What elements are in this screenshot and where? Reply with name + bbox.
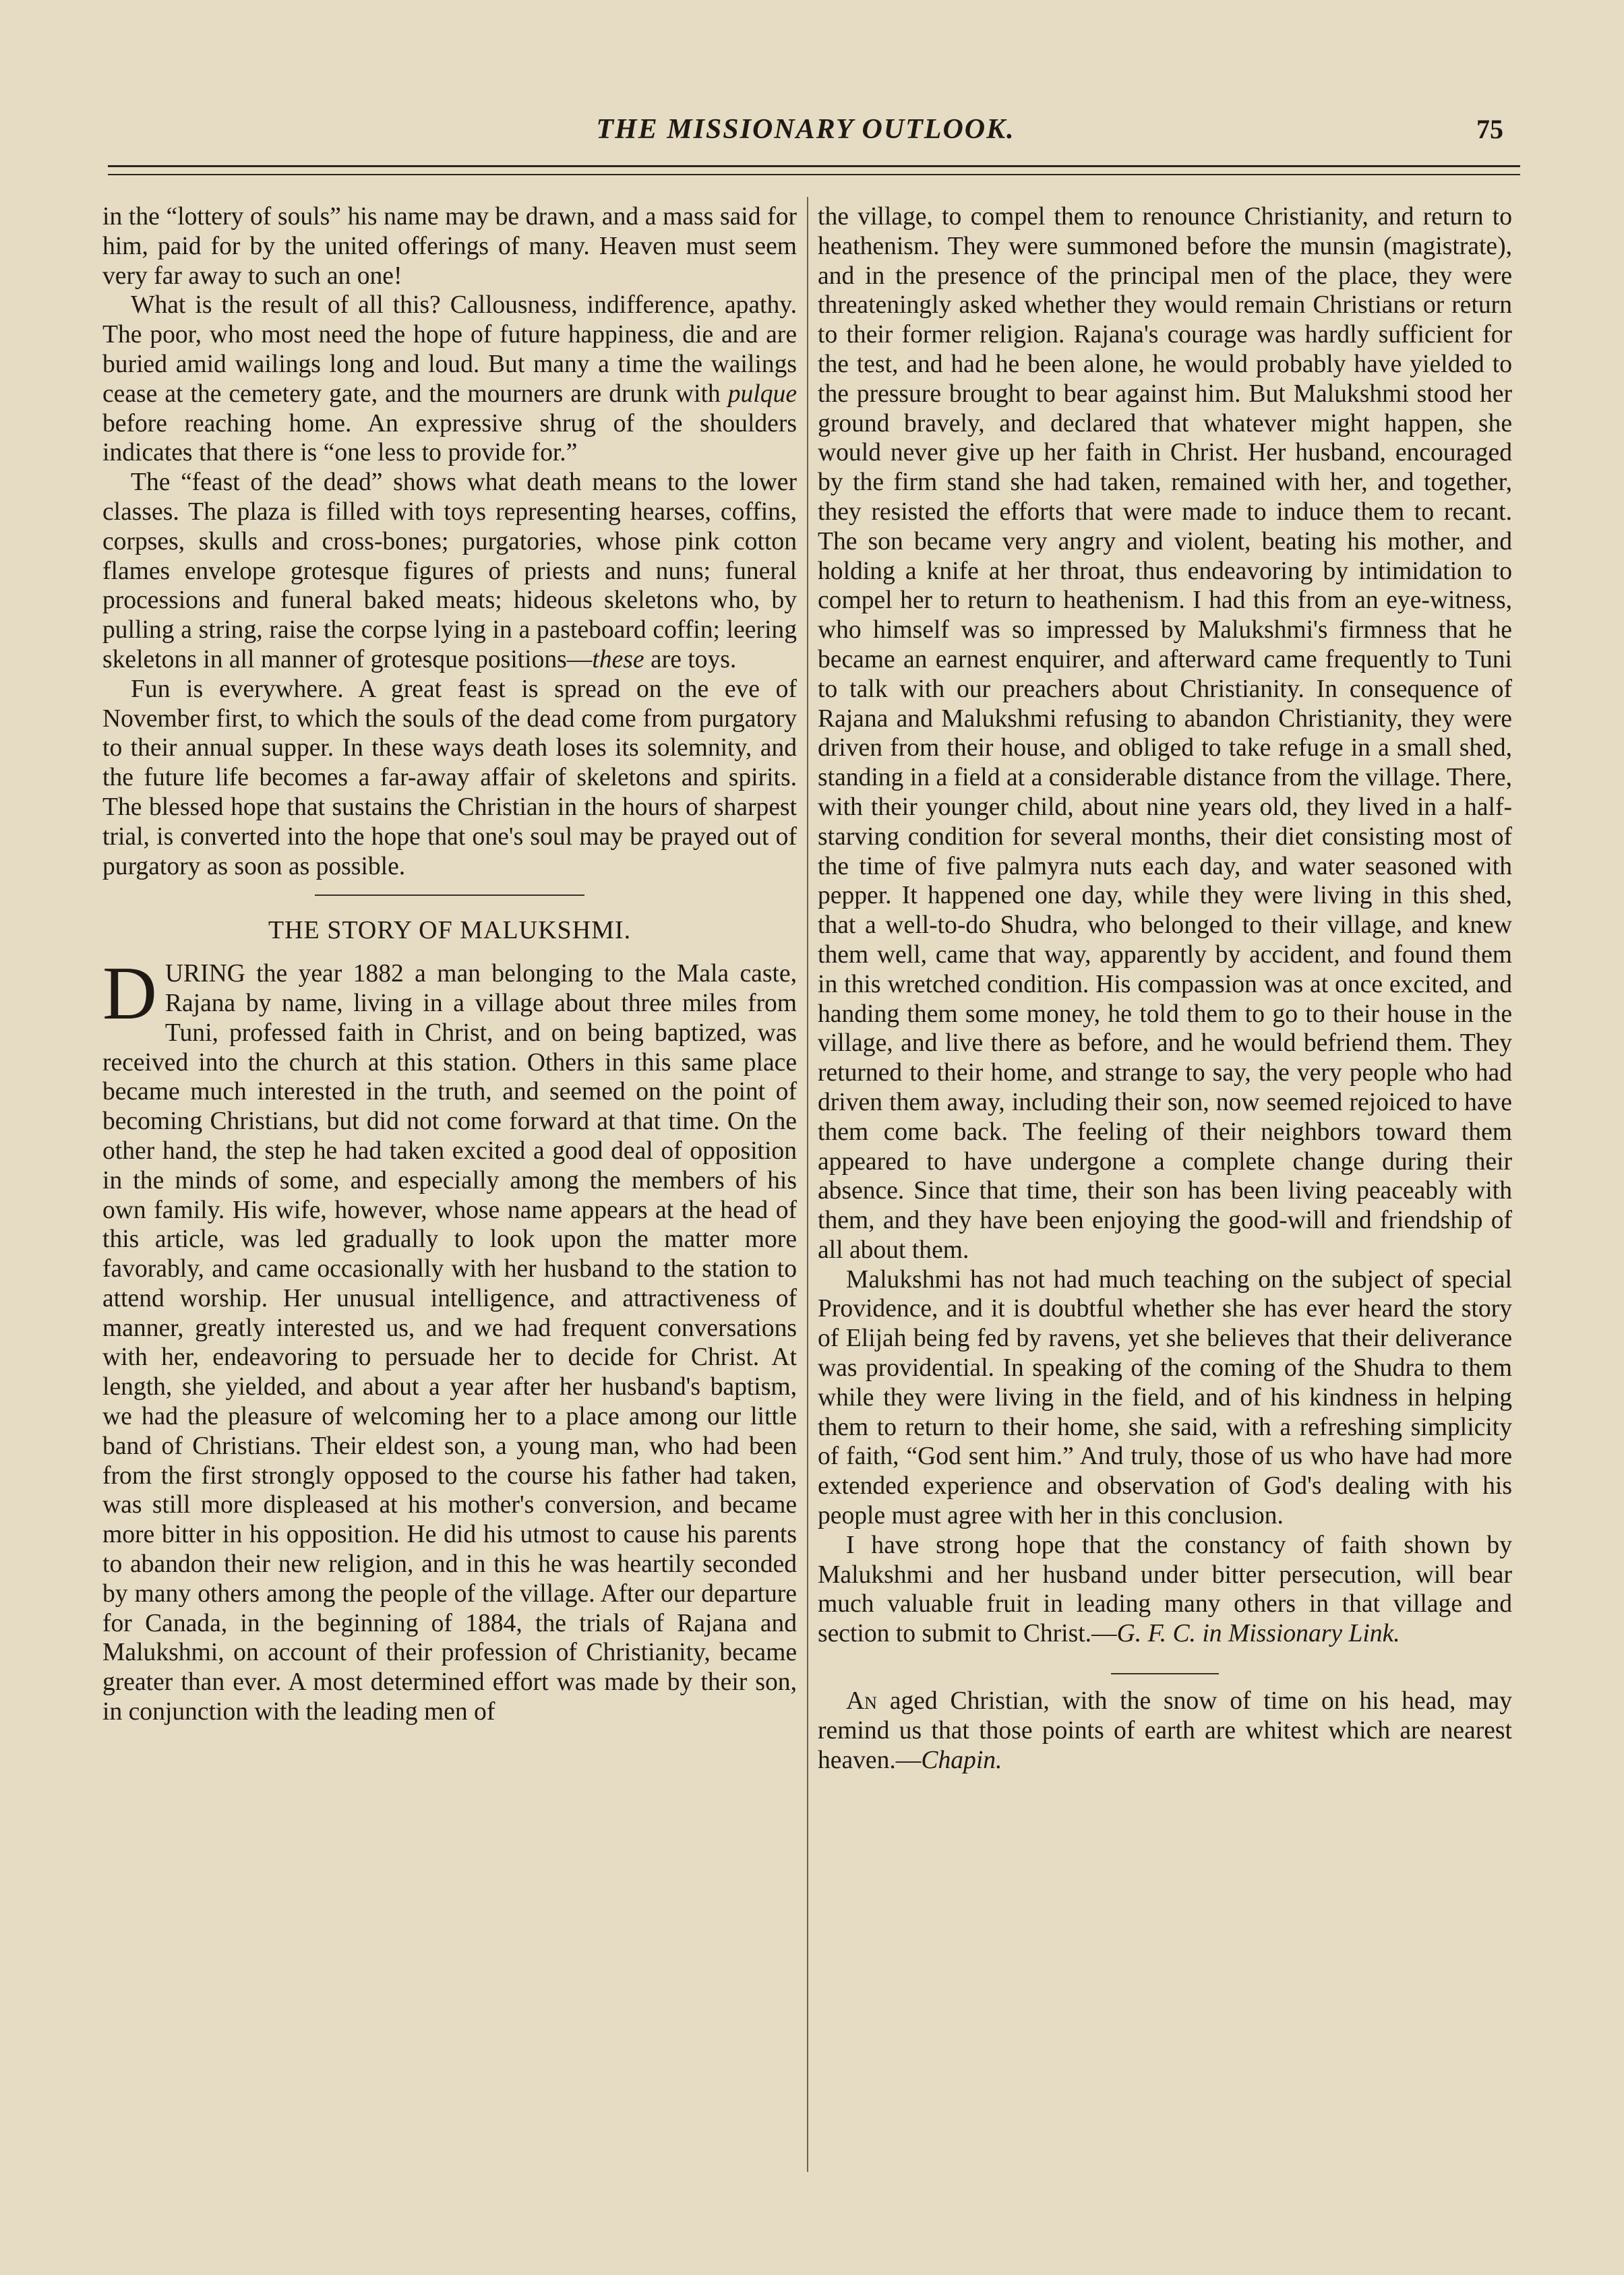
page-number: 75 xyxy=(1476,114,1503,144)
header-rule-top xyxy=(108,165,1520,167)
drop-cap: D xyxy=(102,952,157,1036)
italic-word: pulque xyxy=(727,380,797,408)
right-column xyxy=(818,202,1512,1775)
paragraph: the village, to compel them to renounce Christianity, and return to heathenism. They were summoned before the munsin (magistrate), and in the presence of the principal men of the place, they were threateningly asked whether they would remain Christians or return to their former religion. Rajana's courage was hardly sufficient for the test, and had he been alone, he would probably have yielded to the pressure brought to bear against him. But Malukshmi stood her ground bravely, and declared that whatever might happen, she would never give up her faith in Christ. Her husband, encouraged by the firm stand she had taken, remained with her, and together, they resisted the efforts that were made to induce them to recant. The son became very angry and violent, beating his mother, and holding a knife at her throat, thus endeavoring by intimidation to compel her to return to heathenism. I had this from an eye-witness, who himself was so impressed by Malukshmi's firmness that he became an earnest enquirer, and afterward came frequently to Tuni to talk with our preachers about Christianity. In consequence of Rajana and Malukshmi refusing to abandon Christianity, they were driven from their house, and obliged to take refuge in a small shed, standing in a field at a considerable distance from the village. There, with their younger child, about nine years old, they lived in a half-starving condition for several months, their diet consisting most of the time of five palmyra nuts each day, and water seasoned with pepper. It happened one day, while they were living in this shed, that a well-to-do Shudra, who belonged to their village, and knew them well, came that way, apparently by accident, and found them in this wretched condition. His compassion was at once excited, and handing them some money, he told them to go to their house in the village, and live there as before, and he would befriend them. They returned to their home, and strange to say, the very people who had driven them away, including their son, now seemed rejoiced to have them come back. The feeling of their neighbors toward them appeared to have undergone a complete change during their absence. Since that time, their son has been living peaceably with them, and they have been enjoying the good-will and friendship of all about them. xyxy=(818,203,1512,1264)
running-title: THE MISSIONARY OUTLOOK. xyxy=(596,114,1015,145)
paragraph: Malukshmi has not had much teaching on the subject of special Providence, and it is doubtful whether she has ever heard the story of Elijah being fed by ravens, yet she believes that their deliverance was providential. In speaking of the coming of the Shudra to them while they were living in the field, and of his kindness in helping them to return to their home, she said, with a refreshing simplicity of faith, “God sent him.” And truly, those of us who have had more extended experience and observation of God's dealing with his people must agree with her in this conclusion. xyxy=(818,1265,1512,1530)
section-divider xyxy=(315,894,584,896)
italic-word: these xyxy=(592,645,644,673)
paragraph: What is the result of all this? Callousness, indifference, apathy. The poor, who most need the hope of future happiness, die and are buried amid wailings long and loud. But many a time the wailings cease at the cemetery gate, and the mourners are drunk with pulque before reaching home. An expressive shrug of the shoulders indicates that there is “one less to provide for.” xyxy=(102,291,797,467)
small-caps-lead: An xyxy=(846,1687,877,1716)
page-header xyxy=(108,113,1503,154)
paragraph: The “feast of the dead” shows what death means to the lower classes. The plaza is filled with toys representing hearses, coffins, corpses, skulls and cross-bones; purgatories, whose pink cotton flames envelope grotesque figures of priests and nuns; funeral processions and funeral baked meats; hideous skeletons who, by pulling a string, raise the corpse lying in a pasteboard coffin; leering skeletons in all manner of grotesque positions—these are toys. xyxy=(102,468,797,673)
article-lead-paragraph: DURING the year 1882 a man belonging to the Mala caste, Rajana by name, living in a village about three miles from Tuni, professed faith in Christ, and on being baptized, was received into the church at this station. Others in this same place became much interested in the truth, and seemed on the point of becoming Christians, but did not come forward at that time. On the other hand, the step he had taken excited a good deal of opposition in the minds of some, and especially among the members of his own family. His wife, however, whose name appears at the head of this article, was led gradually to look upon the matter more favorably, and came occasionally with her husband to the station to attend worship. Her unusual intelligence, and attractiveness of manner, greatly interested us, and we had frequent conversations with her, endeavoring to persuade her to decide for Christ. At length, she yielded, and about a year after her husband's baptism, we had the pleasure of welcoming her to a place among our little band of Christians. Their eldest son, a young man, who had been from the first strongly opposed to the course his father had taken, was still more displeased at his mother's conversion, and became more bitter in his opposition. He did his utmost to cause his parents to abandon their new religion, and in this he was heartily seconded by many others among the people of the village. After our departure for Canada, in the beginning of 1884, the trials of Rajana and Malukshmi, on account of their profession of Christianity, became greater than ever. A most determined effort was made by their son, in conjunction with the leading men of xyxy=(102,952,797,1726)
paragraph: Fun is everywhere. A great feast is spread on the eve of November first, to which the souls of the dead come from purgatory to their annual supper. In these ways death loses its solemnity, and the future life becomes a far-away affair of skeletons and spirits. The blessed hope that sustains the Christian in the hours of sharpest trial, is converted into the hope that one's soul may be prayed out of purgatory as soon as possible. xyxy=(102,675,797,880)
left-column xyxy=(102,202,797,1727)
article-title: THE STORY OF MALUKSHMI. xyxy=(268,916,632,945)
signature: Chapin. xyxy=(921,1746,1002,1774)
column-divider xyxy=(807,197,808,2172)
signature: G. F. C. in Missionary Link. xyxy=(1116,1620,1400,1648)
section-divider xyxy=(1111,1673,1219,1674)
paragraph: in the “lottery of souls” his name may be drawn, and a mass said for him, paid for by the united offerings of many. Heaven must seem very far away to such an one! xyxy=(102,203,797,290)
paragraph: I have strong hope that the constancy of faith shown by Malukshmi and her husband under bitter persecution, will bear much valuable fruit in leading many others in that village and section to submit to Christ.—G. F. C. in Missionary Link. xyxy=(818,1531,1512,1648)
closing-paragraph: An aged Christian, with the snow of time on his head, may remind us that those points of earth are whitest which are nearest heaven.—Chapin. xyxy=(818,1687,1512,1774)
header-rule-bottom xyxy=(108,174,1520,175)
